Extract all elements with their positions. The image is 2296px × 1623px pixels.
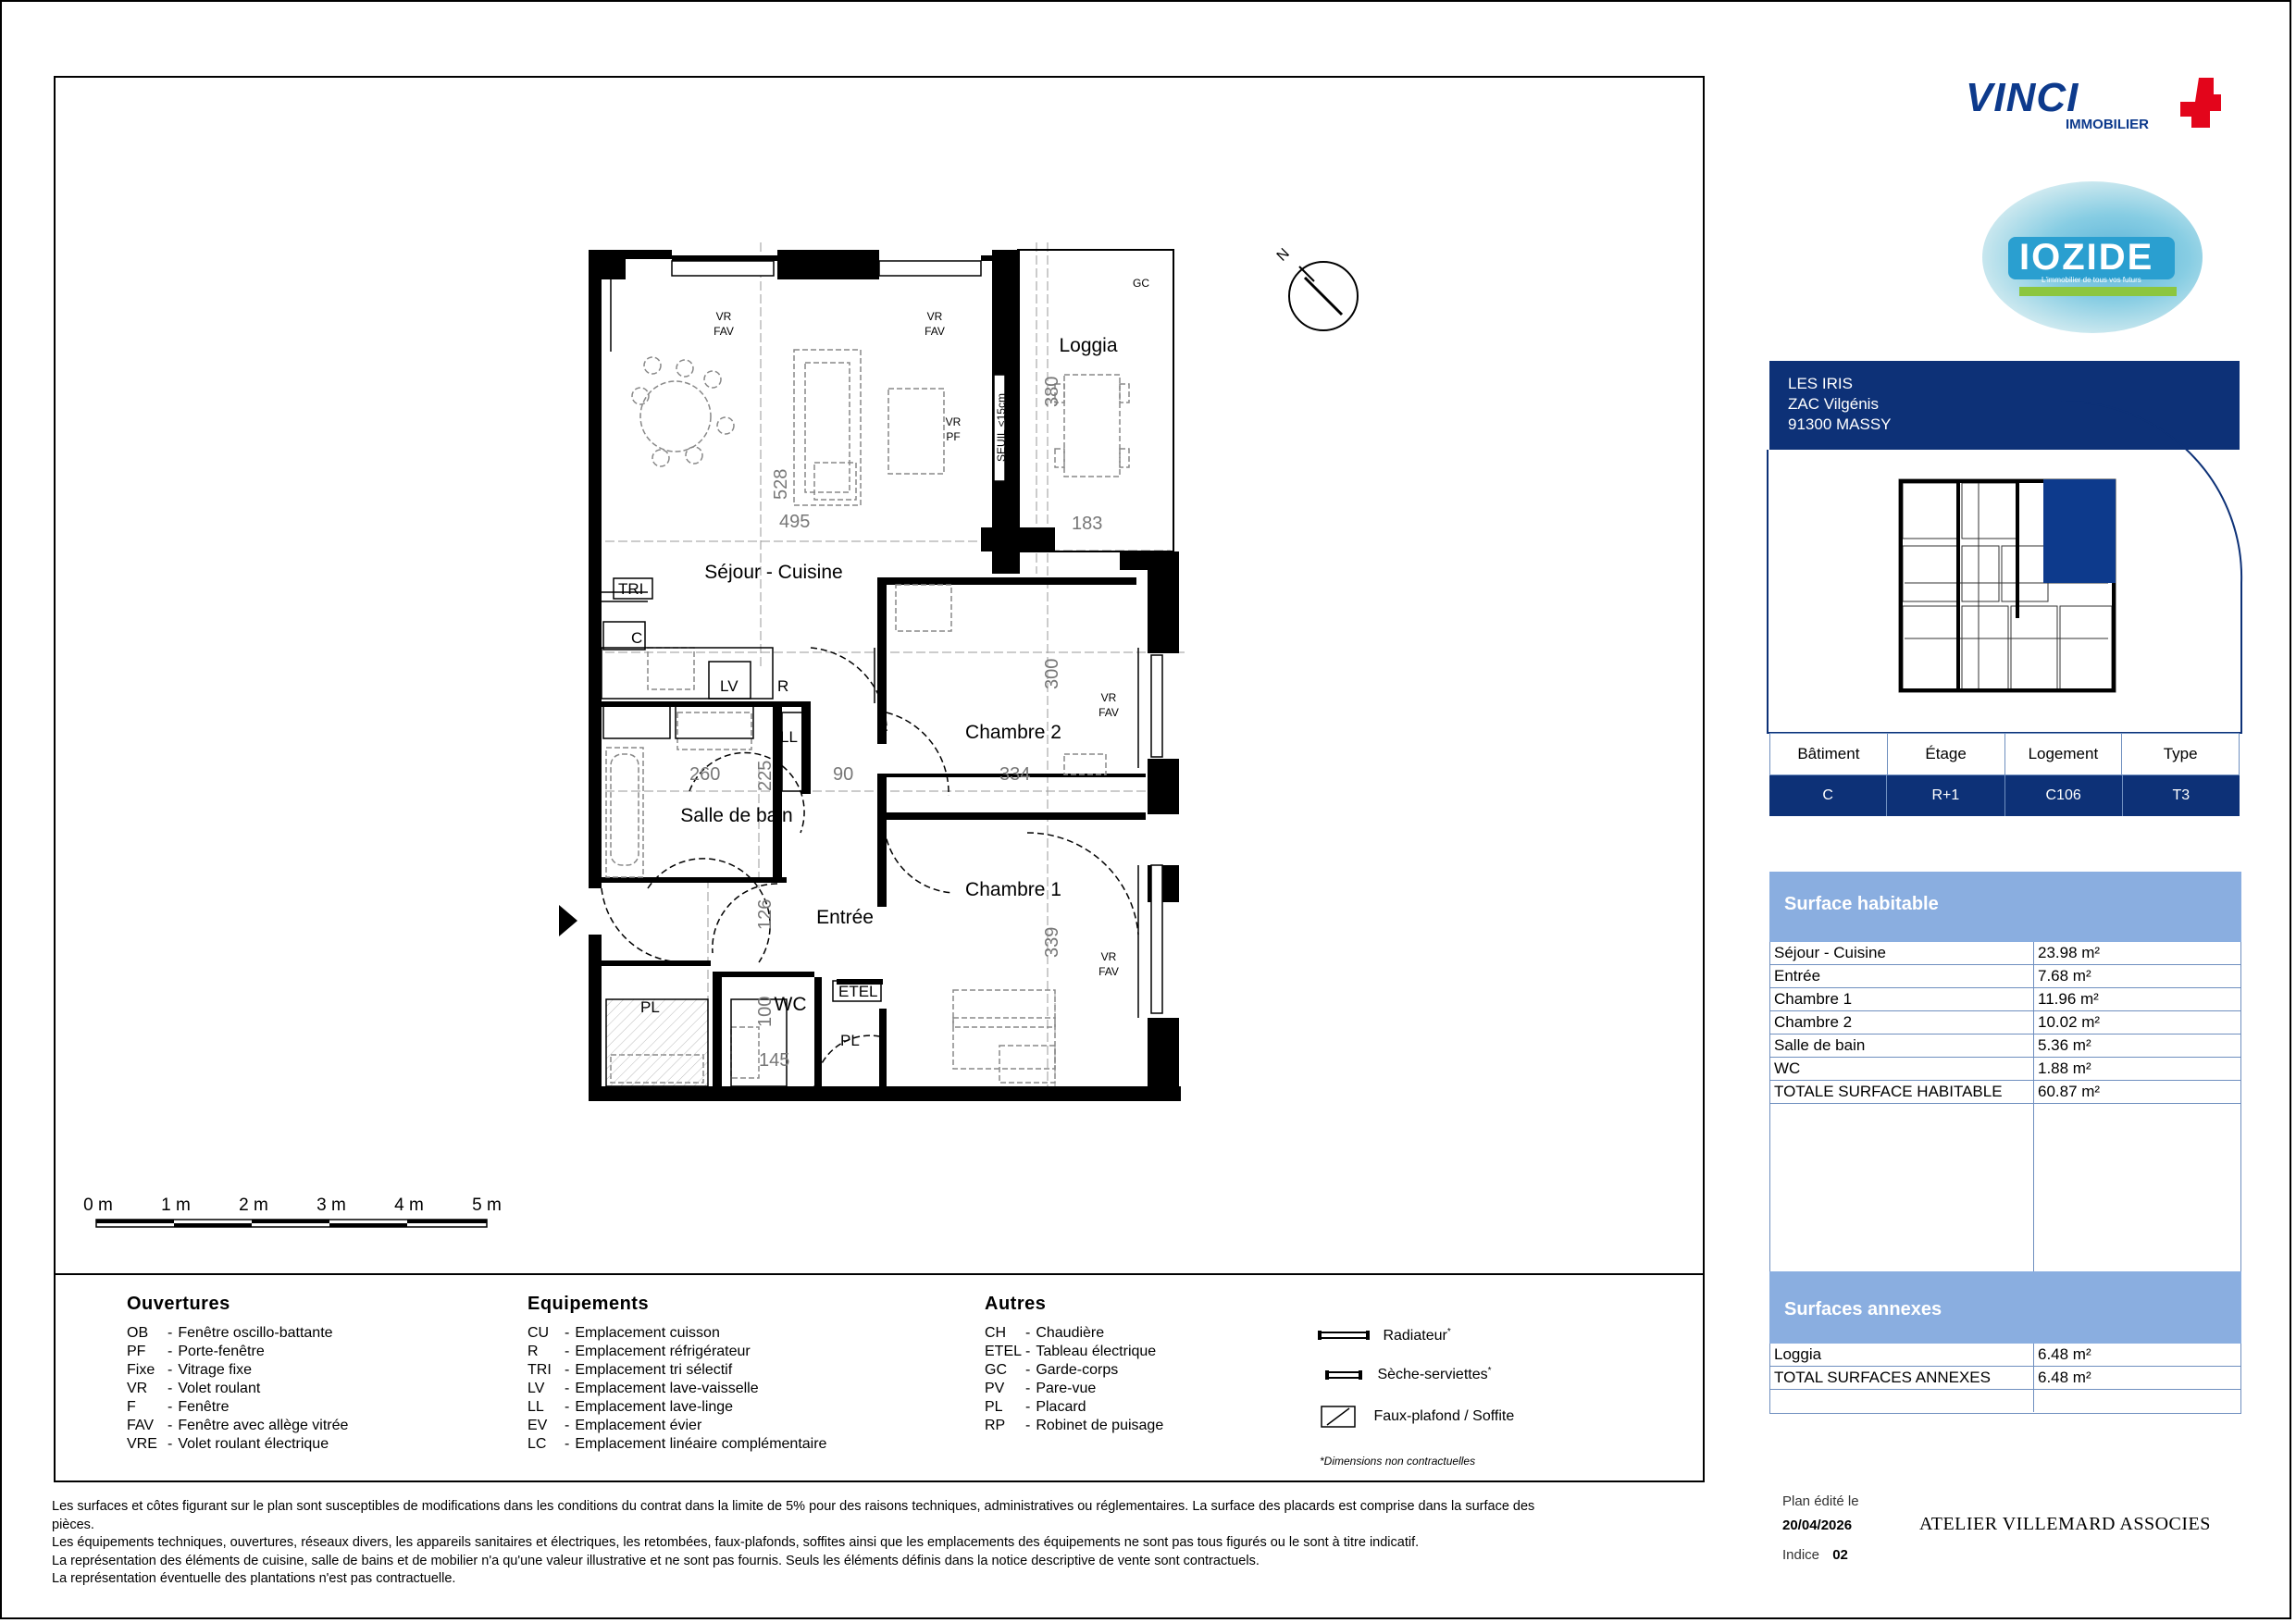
pf-label: PF xyxy=(946,430,961,443)
surface-habitable-header xyxy=(1769,872,2241,942)
key-plan xyxy=(1766,398,2247,740)
legend-key: LL xyxy=(527,1399,544,1415)
room-entree: Entrée xyxy=(816,907,874,928)
vr-label-4: VR xyxy=(1100,691,1117,704)
entry-arrow-icon xyxy=(559,905,577,936)
legend-value: Fenêtre oscillo-battante xyxy=(178,1325,333,1341)
disclaimer-line-4: La représentation éventuelle des plantations n'est pas contractuelle. xyxy=(52,1571,456,1586)
legend-value: Volet roulant électrique xyxy=(178,1436,329,1452)
surfaces-annexes-header xyxy=(1769,1271,2241,1344)
hatch-icon xyxy=(1320,1405,1357,1429)
vinci-logo-sub: IMMOBILIER xyxy=(2066,117,2149,132)
room-loggia: Loggia xyxy=(1059,335,1118,356)
legend-key: LC xyxy=(527,1436,547,1452)
surface-value: 23.98 m² xyxy=(2038,944,2101,961)
legend-value: Emplacement lave-linge xyxy=(575,1399,734,1415)
surfaces-annexes-row xyxy=(1770,1344,2240,1367)
legend-key: CU xyxy=(527,1325,550,1341)
room-wc: WC xyxy=(774,994,807,1015)
r-label: R xyxy=(777,677,789,695)
autres-legend-item xyxy=(985,1417,1163,1435)
ouvertures-legend-item xyxy=(127,1398,348,1417)
legend-separator: - xyxy=(1025,1381,1031,1396)
legend-value: Placard xyxy=(1036,1399,1086,1415)
legend-equipements-title: Equipements xyxy=(527,1294,650,1314)
dim-339: 339 xyxy=(1042,926,1062,958)
autres-legend-item xyxy=(985,1361,1163,1380)
equipements-legend-item xyxy=(527,1435,826,1454)
legend-separator: - xyxy=(168,1436,173,1452)
value-batiment: C xyxy=(1822,787,1833,803)
room-sdb: Salle de bain xyxy=(680,805,793,826)
furniture xyxy=(606,350,1129,1083)
walls xyxy=(589,250,1181,1101)
surface-habitable-row xyxy=(1770,1035,2240,1058)
legend-separator: - xyxy=(168,1399,173,1415)
value-type: T3 xyxy=(2122,775,2240,816)
legend-separator: - xyxy=(565,1362,570,1378)
legend-value: Emplacement lave-vaisselle xyxy=(575,1381,759,1396)
legend-separator: - xyxy=(565,1344,570,1359)
legend-key: PF xyxy=(127,1344,146,1359)
surface-label: TOTALE SURFACE HABITABLE xyxy=(1774,1083,2003,1100)
vr-label-5: VR xyxy=(1100,950,1117,963)
lv-label: LV xyxy=(720,677,738,695)
dim-260: 260 xyxy=(689,764,721,785)
program-logo xyxy=(1982,181,2203,333)
header-type: Type xyxy=(2121,734,2240,774)
surface-value: 10.02 m² xyxy=(2038,1013,2101,1031)
identity-table xyxy=(1769,733,2240,816)
tri-label: TRI xyxy=(618,580,644,598)
surface-value: 7.68 m² xyxy=(2038,967,2091,985)
scale-bar xyxy=(83,1196,502,1227)
surface-label: Chambre 1 xyxy=(1774,990,1853,1008)
surface-habitable-row xyxy=(1770,1081,2240,1104)
legend-value: Robinet de puisage xyxy=(1036,1418,1164,1433)
pl-label-1: PL xyxy=(640,998,660,1016)
radiateur-label: Radiateur xyxy=(1383,1328,1447,1344)
legend-key: F xyxy=(127,1399,136,1415)
disclaimer-line-1: Les surfaces et côtes figurant sur le plan sont susceptibles de modifications dans les conditions du contrat dans la limite de 5% pour des raisons techniques, administratives ou réglementaires. La surface des placards est comprise dans la surface des pièces. xyxy=(52,1499,1535,1532)
legend-autres xyxy=(985,1294,1163,1435)
dim-300: 300 xyxy=(1042,658,1062,689)
equipements-legend-item xyxy=(527,1398,826,1417)
legend-separator: - xyxy=(1025,1344,1031,1359)
legend-separator: - xyxy=(565,1418,570,1433)
fav-label-4: FAV xyxy=(1098,706,1119,719)
vr-label-1: VR xyxy=(715,310,732,323)
legend-value: Fenêtre avec allège vitrée xyxy=(178,1418,349,1433)
address-line-2: ZAC Vilgénis xyxy=(1788,395,1879,413)
towel-dryer-icon xyxy=(1325,1369,1362,1381)
scale-label-2: 2 m xyxy=(239,1196,268,1215)
dim-334: 334 xyxy=(999,764,1031,785)
legend-separator: - xyxy=(168,1381,173,1396)
dim-90: 90 xyxy=(833,764,854,785)
legend-value: Tableau électrique xyxy=(1036,1344,1157,1359)
legend-key: LV xyxy=(527,1381,545,1396)
equipements-legend-item xyxy=(527,1380,826,1398)
legend-value: Emplacement linéaire complémentaire xyxy=(575,1436,827,1452)
legend-separator: - xyxy=(565,1436,570,1452)
north-compass-icon xyxy=(1274,245,1358,330)
surface-label: Chambre 2 xyxy=(1774,1013,1853,1031)
surface-habitable-row xyxy=(1770,942,2240,965)
guide-lines xyxy=(592,242,1185,1099)
ouvertures-legend-item xyxy=(127,1417,348,1435)
dim-100: 100 xyxy=(755,996,776,1027)
surface-label: Séjour - Cuisine xyxy=(1774,944,1886,961)
legend-ouvertures xyxy=(127,1294,348,1454)
architect-name: ATELIER VILLEMARD ASSOCIES xyxy=(1919,1514,2211,1534)
dim-225: 225 xyxy=(755,760,776,791)
legend-key: EV xyxy=(527,1418,548,1433)
dim-145: 145 xyxy=(759,1050,790,1071)
legend-separator: - xyxy=(168,1418,173,1433)
address-line-3: 91300 MASSY xyxy=(1788,415,1892,433)
legend-value: Vitrage fixe xyxy=(178,1362,253,1378)
address-line-1: LES IRIS xyxy=(1788,375,1853,392)
north-label: N xyxy=(1273,245,1293,265)
ouvertures-legend-item xyxy=(127,1435,348,1454)
equipements-legend-item xyxy=(527,1324,826,1343)
vr-label-2: VR xyxy=(926,310,943,323)
scale-label-1: 1 m xyxy=(161,1196,191,1215)
scale-label-3: 3 m xyxy=(316,1196,346,1215)
legend-separator: - xyxy=(1025,1325,1031,1341)
dim-126: 126 xyxy=(755,898,776,930)
scale-label-0: 0 m xyxy=(83,1196,113,1215)
legend-key: RP xyxy=(985,1418,1006,1433)
legend-value: Emplacement réfrigérateur xyxy=(575,1344,751,1359)
program-logo-tagline: L'immobilier de tous vos futurs xyxy=(2042,276,2141,284)
plan-index xyxy=(1782,1547,1848,1563)
autres-legend-item xyxy=(985,1380,1163,1398)
legend-key: PV xyxy=(985,1381,1005,1396)
surfaces-annexes-row xyxy=(1770,1367,2240,1390)
legend-separator: - xyxy=(565,1325,570,1341)
legend-value: Chaudière xyxy=(1036,1325,1105,1341)
header-etage: Étage xyxy=(1887,734,2004,774)
surface-label: WC xyxy=(1774,1059,1801,1077)
scale-label-4: 4 m xyxy=(394,1196,424,1215)
legend-key: Fixe xyxy=(127,1362,155,1378)
surface-habitable-body xyxy=(1769,942,2241,1271)
autres-legend-item xyxy=(985,1398,1163,1417)
dim-380: 380 xyxy=(1042,376,1062,407)
surface-habitable-row xyxy=(1770,965,2240,988)
ouvertures-legend-item xyxy=(127,1324,348,1343)
legend-value: Emplacement évier xyxy=(575,1418,702,1433)
surface-label: Entrée xyxy=(1774,967,1821,985)
surfaces-annexes-body xyxy=(1769,1344,2241,1414)
room-sejour: Séjour - Cuisine xyxy=(704,562,843,583)
legend-autres-title: Autres xyxy=(985,1294,1047,1314)
legend-separator: - xyxy=(1025,1362,1031,1378)
disclaimer-line-2: Les équipements techniques, ouvertures, réseaux divers, les appareils sanitaires et électriques, les retombées, faux-plafonds, soffites ainsi que les emplacements des équipements ne sont pas tous figurés ou le sont à titre indicatif. xyxy=(52,1535,1420,1550)
autres-legend-item xyxy=(985,1343,1163,1361)
legend-key: GC xyxy=(985,1362,1007,1378)
pl-label-2: PL xyxy=(840,1032,860,1049)
dim-495: 495 xyxy=(779,512,811,532)
ouvertures-legend-item xyxy=(127,1380,348,1398)
legend-separator: - xyxy=(565,1381,570,1396)
legend-separator: - xyxy=(565,1399,570,1415)
highlighted-unit xyxy=(2043,479,2116,583)
legend-value: Fenêtre xyxy=(178,1399,230,1415)
surface-habitable-title: Surface habitable xyxy=(1784,894,1939,914)
surface-value: 5.36 m² xyxy=(2038,1036,2091,1054)
faux-plafond-label: Faux-plafond / Soffite xyxy=(1373,1408,1515,1425)
dimensions-note: *Dimensions non contractuelles xyxy=(1320,1455,1476,1468)
symbol-seche: Sèche-serviettes* xyxy=(1325,1366,1492,1383)
legend-separator: - xyxy=(1025,1418,1031,1433)
ouvertures-legend-item xyxy=(127,1343,348,1361)
legend-ouvertures-title: Ouvertures xyxy=(127,1294,230,1314)
disclaimer-line-3: La représentation des éléments de cuisine, salle de bains et de mobilier n'a qu'une valeur illustrative et ne sont pas fournis. Seuls les éléments définis dans la notice descriptive de vente sont contractuels. xyxy=(52,1553,1260,1568)
symbol-faux-plafond xyxy=(1320,1405,1514,1429)
seche-label: Sèche-serviettes xyxy=(1377,1367,1488,1383)
legend-separator: - xyxy=(168,1325,173,1341)
legend-equipements xyxy=(527,1294,826,1454)
legend-value: Emplacement tri sélectif xyxy=(575,1362,733,1378)
legend-key: CH xyxy=(985,1325,1007,1341)
legend-value: Porte-fenêtre xyxy=(178,1344,265,1359)
scale-label-5: 5 m xyxy=(472,1196,502,1215)
surface-label: Loggia xyxy=(1774,1345,1822,1363)
surface-label: Salle de bain xyxy=(1774,1036,1866,1054)
radiator-icon xyxy=(1318,1329,1370,1344)
legend-key: VRE xyxy=(127,1436,157,1452)
surface-habitable-row xyxy=(1770,1058,2240,1081)
room-chambre1: Chambre 1 xyxy=(965,879,1061,900)
index-value: 02 xyxy=(1832,1547,1848,1563)
fav-label-1: FAV xyxy=(714,325,734,338)
dim-528: 528 xyxy=(771,468,791,500)
room-chambre2: Chambre 2 xyxy=(965,722,1061,743)
seuil-label: SEUIL <15cm xyxy=(995,393,1008,462)
ouvertures-legend-item xyxy=(127,1361,348,1380)
windows xyxy=(672,261,1162,1013)
etel-label: ETEL xyxy=(838,983,878,1000)
legend-key: R xyxy=(527,1344,539,1359)
fav-label-2: FAV xyxy=(925,325,945,338)
legend-value: Emplacement cuisson xyxy=(575,1325,720,1341)
program-logo-text: IOZIDE xyxy=(2019,237,2154,278)
plan-edited-label: Plan édité le xyxy=(1782,1493,1859,1509)
legend-key: PL xyxy=(985,1399,1003,1415)
symbol-radiateur: Radiateur* xyxy=(1318,1327,1451,1344)
surface-value: 1.88 m² xyxy=(2038,1059,2091,1077)
header-batiment: Bâtiment xyxy=(1769,734,1887,774)
index-label: Indice xyxy=(1782,1547,1820,1563)
equipements-legend-item xyxy=(527,1343,826,1361)
c-label: C xyxy=(631,629,643,647)
legend-separator: - xyxy=(1025,1399,1031,1415)
surfaces-annexes-title: Surfaces annexes xyxy=(1784,1299,1942,1319)
surface-habitable-row xyxy=(1770,1011,2240,1035)
fav-label-5: FAV xyxy=(1098,965,1119,978)
dim-183: 183 xyxy=(1072,514,1103,534)
legend-key: FAV xyxy=(127,1418,155,1433)
legend-key: OB xyxy=(127,1325,149,1341)
vinci-logo xyxy=(1966,75,2149,132)
surface-habitable-row xyxy=(1770,988,2240,1011)
ll-label: LL xyxy=(780,728,798,746)
legend-key: TRI xyxy=(527,1362,552,1378)
equipements-legend-item xyxy=(527,1417,826,1435)
autres-legend-item xyxy=(985,1324,1163,1343)
vinci-logo-text: VINCI xyxy=(1966,75,2079,120)
header-logement: Logement xyxy=(2004,734,2122,774)
surface-value: 60.87 m² xyxy=(2038,1083,2101,1100)
equipements-legend-item xyxy=(527,1361,826,1380)
value-logement: C106 xyxy=(2004,775,2122,816)
legend-separator: - xyxy=(168,1362,173,1378)
surface-value: 11.96 m² xyxy=(2038,990,2099,1008)
legend-value: Garde-corps xyxy=(1036,1362,1119,1378)
legend-separator: - xyxy=(168,1344,173,1359)
disclaimer xyxy=(52,1498,1551,1589)
surface-value: 6.48 m² xyxy=(2038,1369,2091,1386)
gc-label: GC xyxy=(1133,277,1149,290)
legend-key: ETEL xyxy=(985,1344,1023,1359)
vr-label-3: VR xyxy=(945,415,962,428)
surface-label: TOTAL SURFACES ANNEXES xyxy=(1774,1369,1991,1386)
legend-key: VR xyxy=(127,1381,148,1396)
plan-date: 20/04/2026 xyxy=(1782,1518,1853,1533)
surface-value: 6.48 m² xyxy=(2038,1345,2091,1363)
legend-value: Pare-vue xyxy=(1036,1381,1097,1396)
vinci-cross-icon xyxy=(2173,74,2225,144)
legend-value: Volet roulant xyxy=(178,1381,261,1396)
value-etage: R+1 xyxy=(1886,775,2004,816)
